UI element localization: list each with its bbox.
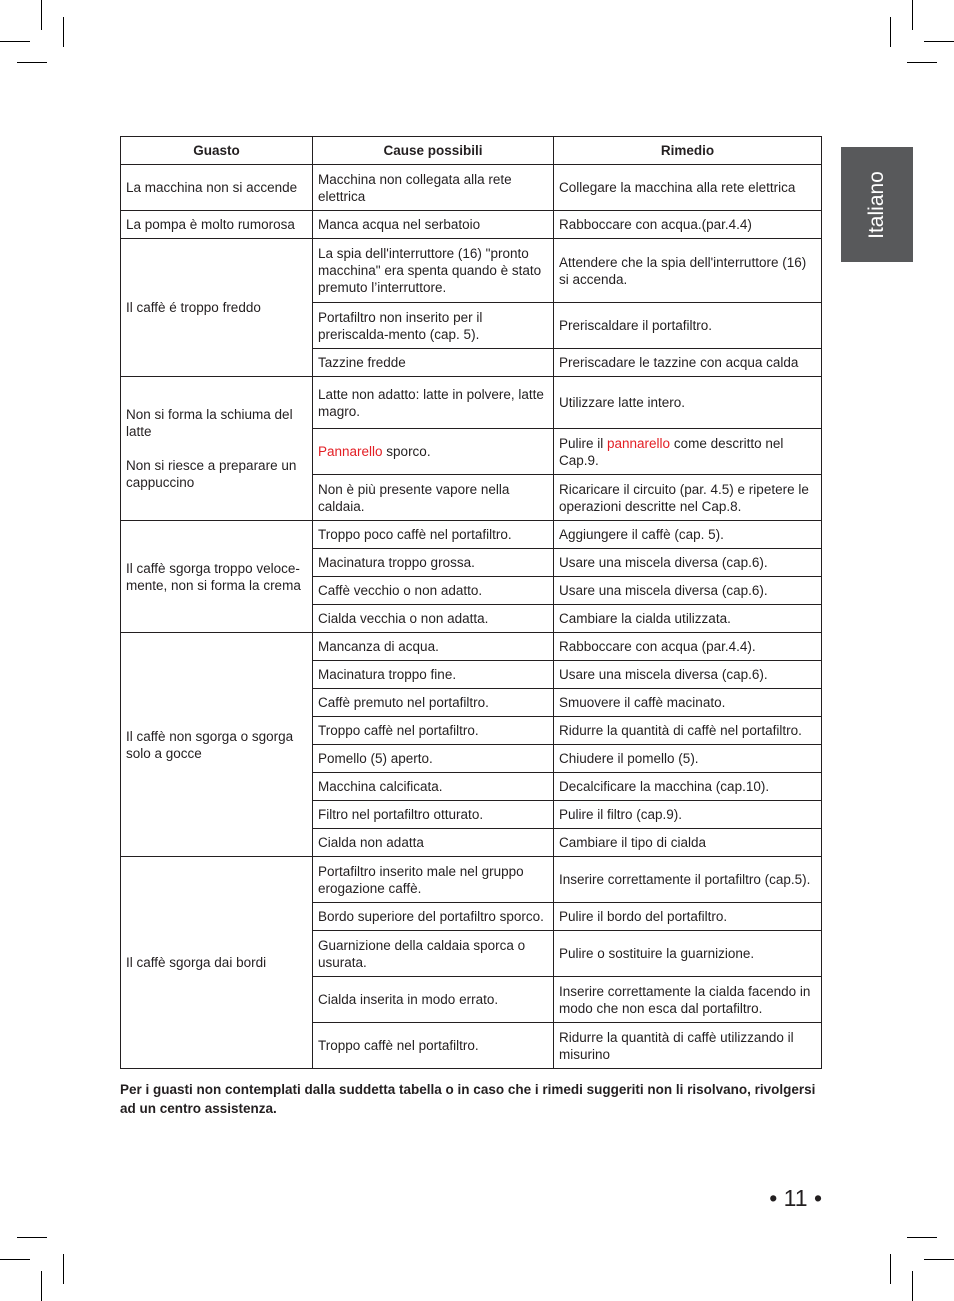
remedy-cell: Rabboccare con acqua (par.4.4). [554,633,822,661]
fault-cell [121,521,313,633]
remedy-cell: Decalcificare la macchina (cap.10). [554,773,822,801]
fault-text: Il caffè non sgorga o sgorga solo a gocce [126,728,294,761]
crop-mark [912,1271,913,1301]
fault-text: La pompa è molto rumorosa [126,217,295,232]
fault-text: La macchina non si accende [126,180,298,195]
cause-cell: Filtro nel portafiltro otturato. [313,801,554,829]
pannarello-highlight: pannarello [607,435,671,451]
table-row [121,633,822,661]
remedy-cell: Cambiare il tipo di cialda [554,829,822,857]
cause-cell: Portafiltro inserito male nel gruppo erogazione caffè. [313,857,554,903]
table-row [121,521,822,549]
cause-cell: Macinatura troppo grossa. [313,549,554,577]
remedy-cell: Smuovere il caffè macinato. [554,689,822,717]
fault-cell [121,857,313,1069]
cause-cell: La spia dell'interruttore (16) "pronto macchina" era spenta quando è stato premuto l’interruttore. [313,239,554,303]
crop-mark [0,41,30,42]
crop-mark [17,62,47,63]
cause-cell: Cialda inserita in modo errato. [313,977,554,1023]
table-row [121,165,822,211]
remedy-cell: Inserire correttamente il portafiltro (cap.5). [554,857,822,903]
remedy-cell: Chiudere il pomello (5). [554,745,822,773]
crop-mark [41,1271,42,1301]
crop-mark [63,17,64,47]
fault-cell [121,377,313,521]
cause-cell: Mancanza di acqua. [313,633,554,661]
cause-cell [313,429,554,475]
fault-cell [121,239,313,377]
crop-mark [41,0,42,30]
fault-cell [121,633,313,857]
cause-cell: Caffè premuto nel portafiltro. [313,689,554,717]
cause-cell: Caffè vecchio o non adatto. [313,577,554,605]
header-cause: Cause possibili [313,137,554,165]
header-rimedio: Rimedio [554,137,822,165]
cause-cell: Cialda vecchia o non adatta. [313,605,554,633]
remedy-cell: Pulire o sostituire la guarnizione. [554,931,822,977]
pannarello-highlight: Pannarello [318,444,383,459]
remedy-text: Pulire il [559,435,608,451]
cause-cell: Non è più presente vapore nella caldaia. [313,475,554,521]
cause-cell: Troppo caffè nel portafiltro. [313,717,554,745]
crop-mark [924,1259,954,1260]
cause-cell: Troppo caffè nel portafiltro. [313,1023,554,1069]
fault-text: Il caffè sgorga dai bordi [126,955,267,970]
fault-text: Non si forma la schiuma del latte [126,407,293,439]
fault-text: Il caffè é troppo freddo [126,300,261,315]
header-guasto: Guasto [121,137,313,165]
remedy-cell: Aggiungere il caffè (cap. 5). [554,521,822,549]
remedy-cell: Preriscadare le tazzine con acqua calda [554,349,822,377]
cause-cell: Troppo poco caffè nel portafiltro. [313,521,554,549]
crop-mark [912,0,913,30]
remedy-cell: Usare una miscela diversa (cap.6). [554,661,822,689]
crop-mark [0,1259,30,1260]
remedy-cell: Collegare la macchina alla rete elettrica [554,165,822,211]
language-tab [841,147,913,262]
cause-cell: Macchina calcificata. [313,773,554,801]
table-row [121,377,822,429]
crop-mark [907,1237,937,1238]
cause-text: sporco. [382,444,431,459]
remedy-cell: Usare una miscela diversa (cap.6). [554,577,822,605]
cause-cell: Bordo superiore del portafiltro sporco. [313,903,554,931]
remedy-cell: Inserire correttamente la cialda facendo in modo che non esca dal portafiltro. [554,977,822,1023]
remedy-cell: Utilizzare latte intero. [554,377,822,429]
remedy-cell: Ricaricare il circuito (par. 4.5) e ripetere le operazioni descritte nel Cap.8. [554,475,822,521]
remedy-cell [554,429,822,475]
remedy-cell: Cambiare la cialda utilizzata. [554,605,822,633]
cause-cell: Guarnizione della caldaia sporca o usurata. [313,931,554,977]
remedy-cell: Pulire il filtro (cap.9). [554,801,822,829]
fault-cell [121,165,313,211]
crop-mark [924,41,954,42]
table-row [121,239,822,303]
language-tab-label: Italiano [865,170,888,239]
remedy-cell: Rabboccare con acqua.(par.4.4) [554,211,822,239]
remedy-cell: Ridurre la quantità di caffè nel portafiltro. [554,717,822,745]
cause-cell: Portafiltro non inserito per il preriscalda-mento (cap. 5). [313,303,554,349]
cause-cell: Tazzine fredde [313,349,554,377]
remedy-cell: Pulire il bordo del portafiltro. [554,903,822,931]
fault-text: Il caffè sgorga troppo veloce-mente, non si forma la crema [126,560,301,593]
page-number: • 11 • [769,1185,822,1211]
cause-cell: Cialda non adatta [313,829,554,857]
cause-cell: Latte non adatto: latte in polvere, latte magro. [313,377,554,429]
remedy-cell: Attendere che la spia dell'interruttore (16) si accenda. [554,239,822,303]
table-row [121,857,822,903]
cause-cell: Pomello (5) aperto. [313,745,554,773]
cause-cell: Manca acqua nel serbatoio [313,211,554,239]
remedy-cell: Ridurre la quantità di caffè utilizzando il misurino [554,1023,822,1069]
remedy-cell: Usare una miscela diversa (cap.6). [554,549,822,577]
fault-cell [121,211,313,239]
remedy-cell: Preriscaldare il portafiltro. [554,303,822,349]
remedy-text: come descritto nel Cap.9. [559,435,784,468]
table-header-row [121,137,822,165]
table-row [121,211,822,239]
crop-mark [907,62,937,63]
troubleshooting-table [120,136,822,1069]
crop-mark [890,17,891,47]
crop-mark [17,1237,47,1238]
crop-mark [890,1254,891,1284]
crop-mark [63,1254,64,1284]
footnote: Per i guasti non contemplati dalla suddetta tabella o in caso che i rimedi suggeriti non li risolvano, rivolgersi ad un centro assistenza. [120,1082,816,1116]
fault-text: Non si riesce a preparare un cappuccino [126,458,297,490]
cause-cell: Macchina non collegata alla rete elettrica [313,165,554,211]
cause-cell: Macinatura troppo fine. [313,661,554,689]
